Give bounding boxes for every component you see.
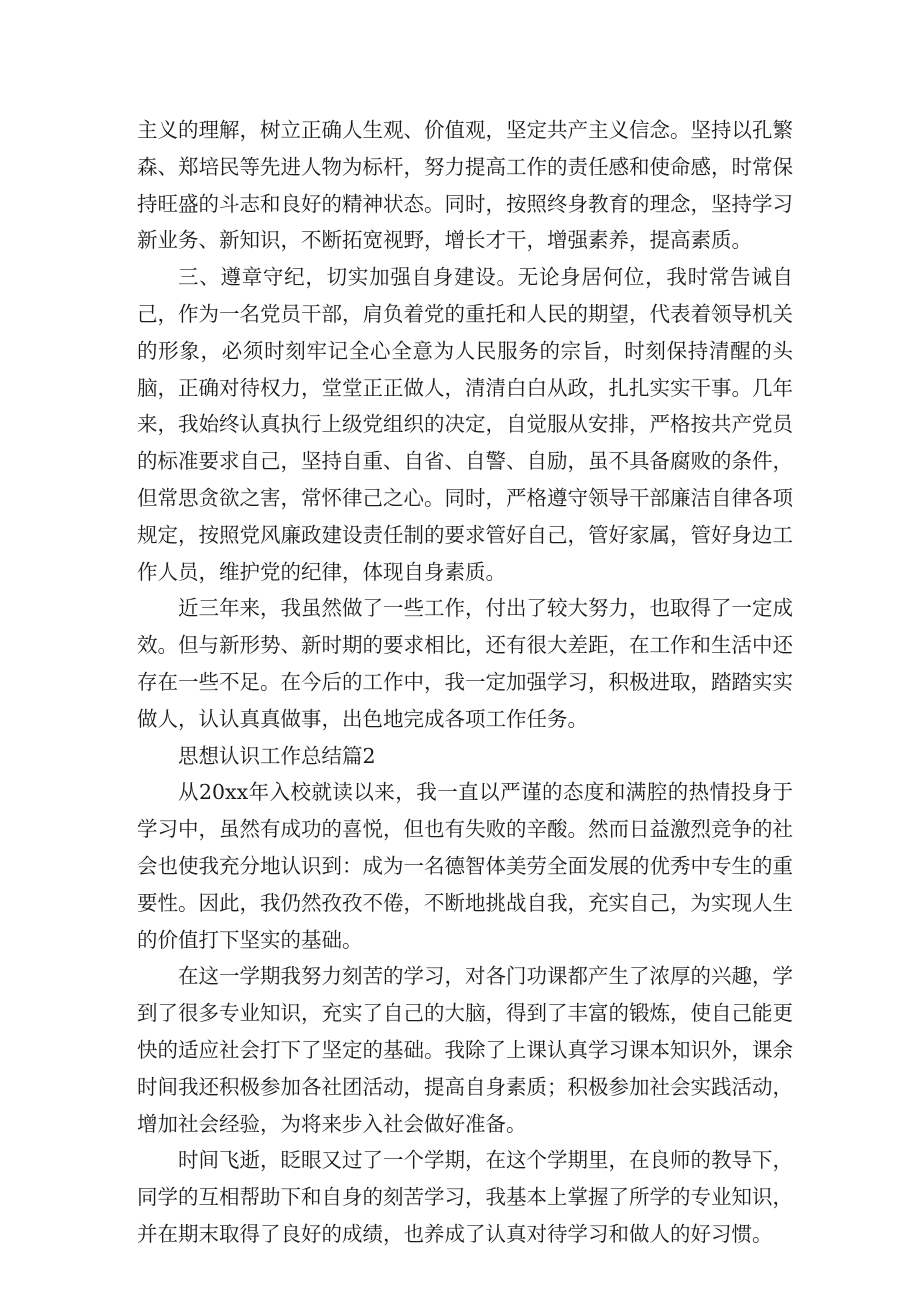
paragraph-summary: 近三年来，我虽然做了一些工作，付出了较大努力，也取得了一定成效。但与新形势、新时期的要求相比，还有很大差距，在工作和生活中还存在一些不足。在今后的工作中，我一定加强学习，积极进取，踏踏实实做人，认认真真做事，出色地完成各项工作任务。: [137, 596, 793, 731]
paragraph-time-flies: 时间飞逝，眨眼又过了一个学期，在这个学期里，在良师的教导下，同学的互相帮助下和自身的刻苦学习，我基本上掌握了所学的专业知识，并在期末取得了良好的成绩，也养成了认真对待学习和做人的好习惯。: [137, 1148, 793, 1246]
paragraph-continuation: 主义的理解，树立正确人生观、价值观，坚定共产主义信念。坚持以孔繁森、郑培民等先进人物为标杆，努力提高工作的责任感和使命感，时常保持旺盛的斗志和良好的精神状态。同时，按照终身教育的理念，坚持学习新业务、新知识，不断拓宽视野，增长才干，增强素养，提高素质。: [137, 118, 793, 253]
paragraph-semester-study: 在这一学期我努力刻苦的学习，对各门功课都产生了浓厚的兴趣，学到了很多专业知识，充实了自己的大脑，得到了丰富的锻炼，使自己能更快的适应社会打下了坚定的基础。我除了上课认真学习课本知识外，课余时间我还积极参加各社团活动，提高自身素质；积极参加社会实践活动，增加社会经验，为将来步入社会做好准备。: [137, 964, 793, 1136]
paragraph-enrollment: 从20xx年入校就读以来，我一直以严谨的态度和满腔的热情投身于学习中，虽然有成功的喜悦，但也有失败的辛酸。然而日益激烈竞争的社会也使我充分地认识到：成为一名德智体美劳全面发展的优秀中专生的重要性。因此，我仍然孜孜不倦，不断地挑战自我，充实自己，为实现人生的价值打下坚实的基础。: [137, 780, 793, 952]
paragraph-self-discipline: 三、遵章守纪，切实加强自身建设。无论身居何位，我时常告诫自己，作为一名党员干部，肩负着党的重托和人民的期望，代表着领导机关的形象，必须时刻牢记全心全意为人民服务的宗旨，时刻保持清醒的头脑，正确对待权力，堂堂正正做人，清清白白从政，扎扎实实干事。几年来，我始终认真执行上级党组织的决定，自觉服从安排，严格按共产党员的标准要求自己，坚持自重、自省、自警、自励，虽不具备腐败的条件，但常思贪欲之害，常怀律己之心。同时，严格遵守领导干部廉洁自律各项规定，按照党风廉政建设责任制的要求管好自己，管好家属，管好身边工作人员，维护党的纪律，体现自身素质。: [137, 265, 793, 584]
document-body: [137, 112, 793, 1253]
section-heading: 思想认识工作总结篇2: [178, 743, 376, 768]
